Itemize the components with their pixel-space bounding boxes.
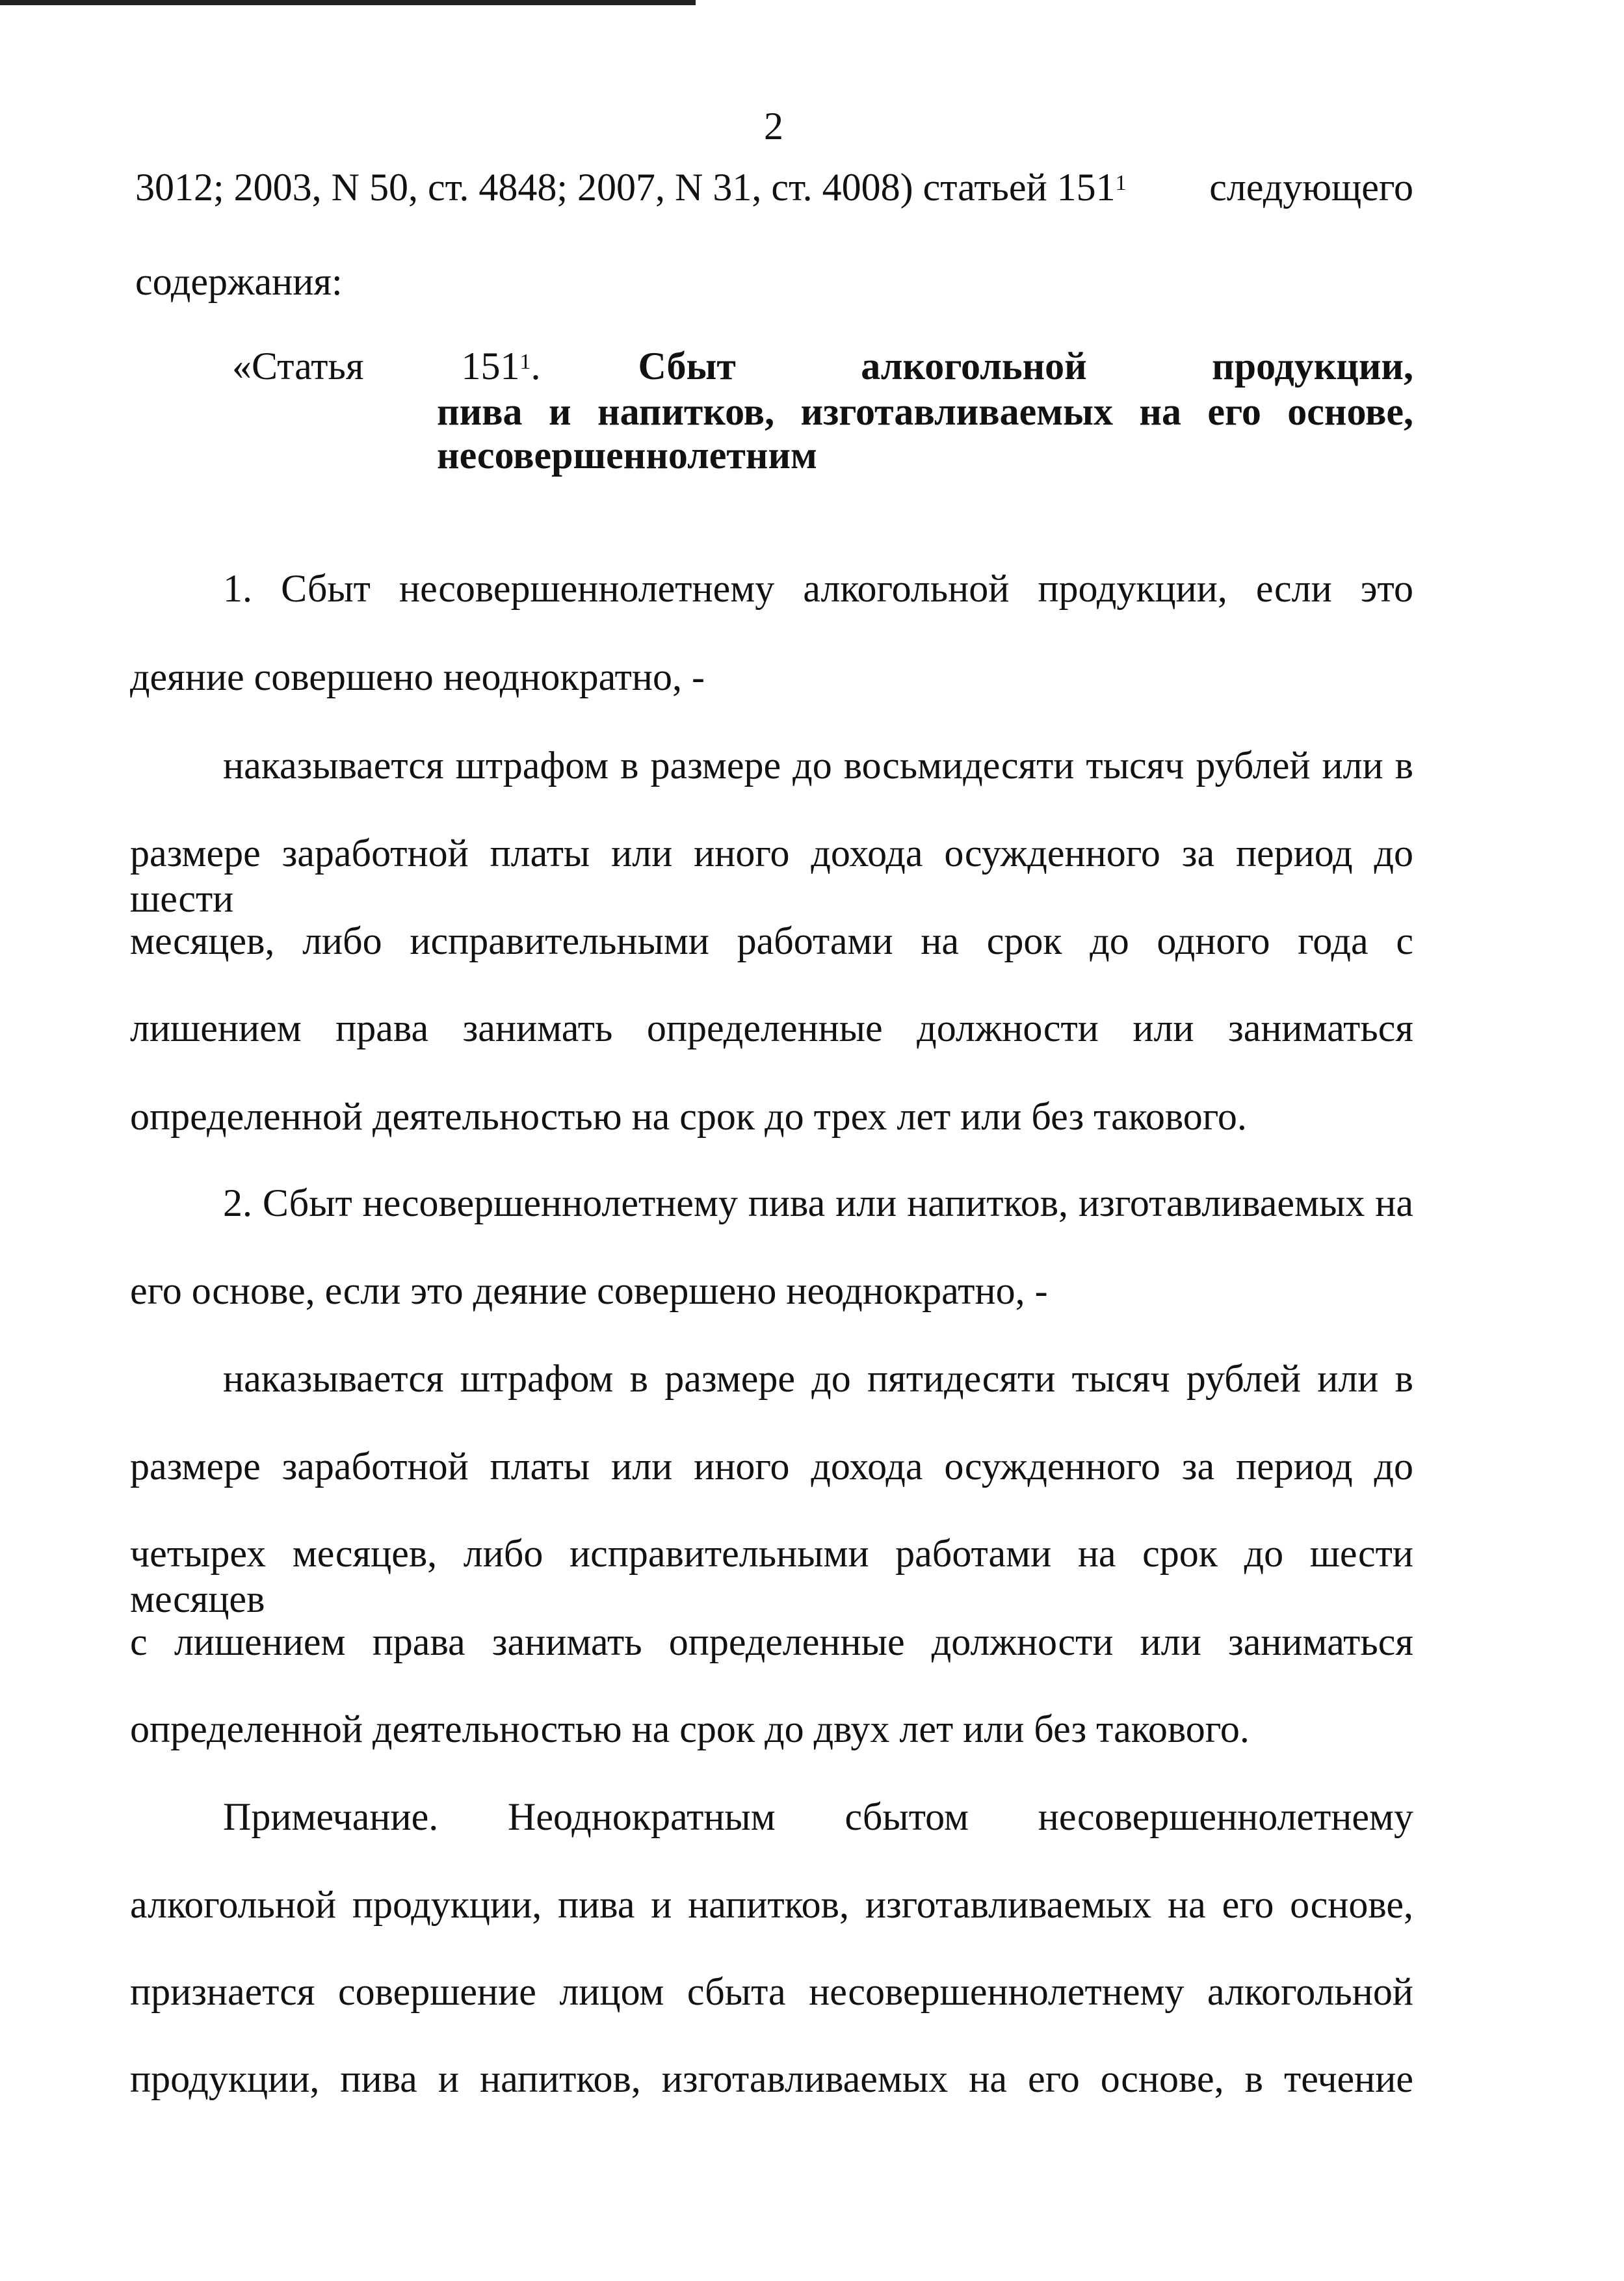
text-line: 2. Сбыт несовершеннолетнему пива или напитков, изготавливаемых на [223,1181,1413,1224]
scan-edge [0,0,696,5]
article-heading-line: пива и напитков, изготавливаемых на его основе, [437,390,1413,433]
text-line: наказывается штрафом в размере до пятидесяти тысяч рублей или в [223,1357,1413,1400]
text-line: 3012; 2003, N 50, ст. 4848; 2007, N 31, ст. 4008) статьей $151^1$ следующего [135,166,1413,209]
text-line: четырех месяцев, либо исправительными работами на срок до шести месяцев [130,1532,1413,1620]
text-line: с лишением права занимать определенные должности или заниматься [130,1620,1413,1663]
text-line: размере заработной платы или иного дохода осужденного за период до шести [130,832,1413,920]
text-line: лишением права занимать определенные должности или заниматься [130,1007,1413,1049]
text-line: признается совершение лицом сбыта несовершеннолетнему алкогольной [130,1970,1413,2013]
page-number: 2 [764,105,783,148]
text-line: продукции, пива и напитков, изготавливаемых на его основе, в течение [130,2057,1413,2100]
text-line: месяцев, либо исправительными работами на срок до одного года с [130,919,1413,962]
text-line: определенной деятельностью на срок до трех лет или без такового. [130,1095,1247,1138]
article-heading-line: «Статья $151^1$. Сбыт алкогольной продукции, [232,345,1413,388]
article-heading-line: несовершеннолетним [437,434,817,477]
text-line: Примечание. Неоднократным сбытом несовершеннолетнему [223,1795,1413,1838]
text-line: наказывается штрафом в размере до восьмидесяти тысяч рублей или в [223,744,1413,787]
text-line: 1. Сбыт несовершеннолетнему алкогольной продукции, если это [223,567,1413,610]
text-line: его основе, если это деяние совершено неоднократно, - [130,1269,1048,1312]
text-line: содержания: [135,260,343,303]
text-line: размере заработной платы или иного дохода осужденного за период до [130,1445,1413,1488]
text-line: алкогольной продукции, пива и напитков, изготавливаемых на его основе, [130,1883,1413,1926]
text-line: деяние совершено неоднократно, - [130,655,705,698]
text-line: определенной деятельностью на срок до двух лет или без такового. [130,1707,1250,1750]
